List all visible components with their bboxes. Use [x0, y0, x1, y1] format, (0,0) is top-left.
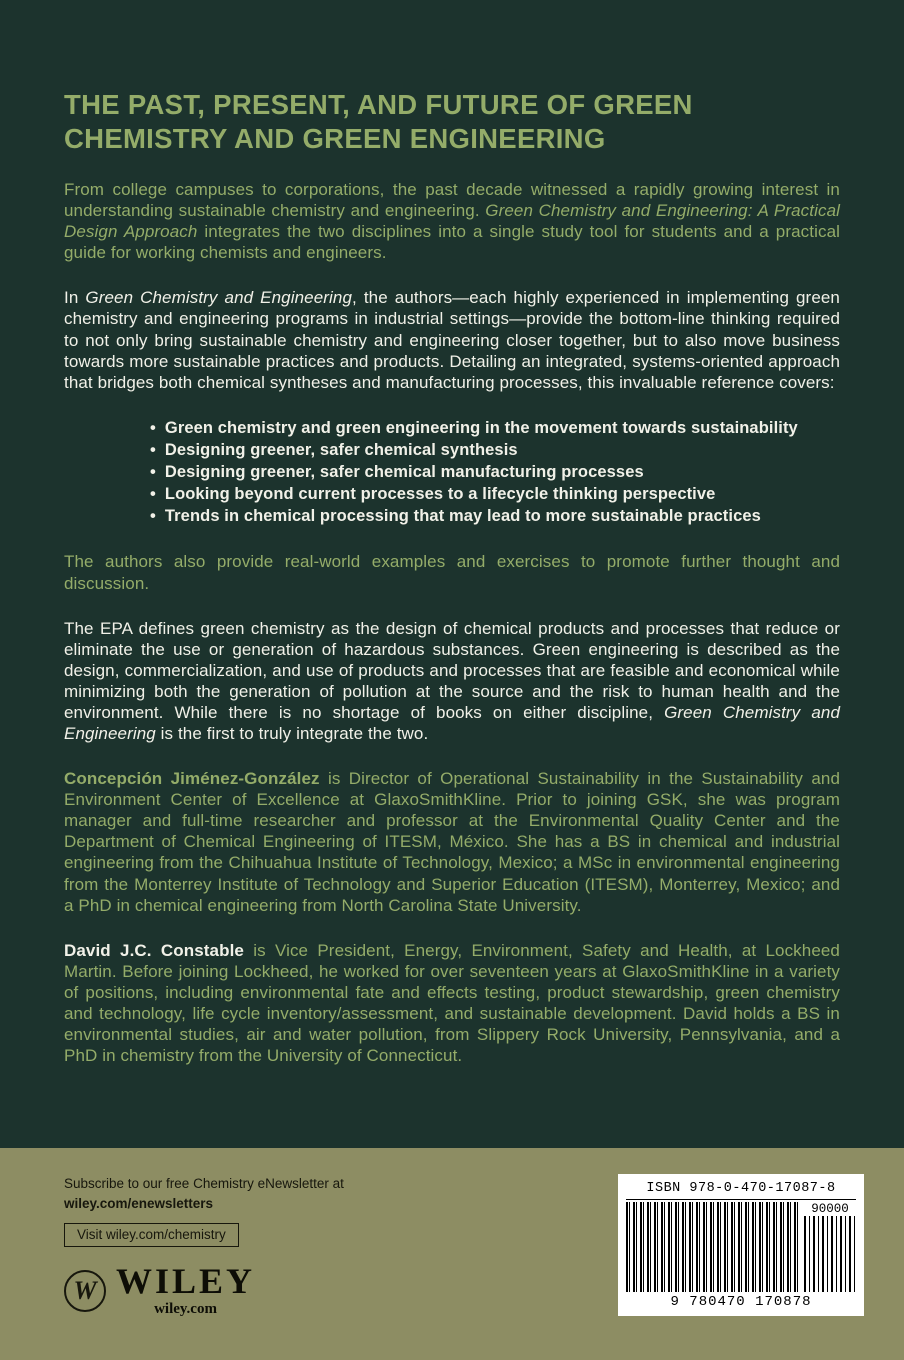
overview-text-2: , the authors—each highly experienced in implementing green chemistry and engineering programs in industrial settings—provide the bottom-line thinking required to not only bring sustainable chemistry and engineering closer together, but to also move business towards more sustainable practices and products. Detailing an integrated, systems-oriented approach that bridges both chemical syntheses and manufacturing processes, this invaluable reference covers:: [64, 288, 840, 392]
bullet-item-4: • Looking beyond current processes to a lifecycle thinking perspective: [150, 484, 840, 506]
epa-text-1: The EPA defines green chemistry as the design of chemical products and processes that reduce or eliminate the use or generation of hazardous substances. Green engineering is described as the design, commercialization, and use of products and processes that are feasible and economical while minimizing both the generation of pollution at the source and the risk to human health and the environment. While there is no shortage of books on either discipline,: [64, 618, 840, 722]
intro-text-1: From college campuses to corporations, the past decade witnessed a rapidly growing interest in understanding sustainable chemistry and engineering.: [64, 180, 840, 221]
cover-title: THE PAST, PRESENT, AND FUTURE OF GREEN CHEMISTRY AND GREEN ENGINEERING: [64, 89, 693, 154]
bullet-item-3: • Designing greener, safer chemical manufacturing processes: [150, 462, 840, 484]
isbn-divider: [626, 1199, 856, 1200]
summary-line: The authors also provide real-world examples and exercises to promote further thought and discussion.: [64, 552, 840, 593]
author-bio-2-text: is Vice President, Energy, Environment, Safety and Health, at Lockheed Martin. Before joining Lockheed, he worked for over seventeen years at GlaxoSmithKline in a variety of positions, including environmental fate and effects testing, product stewardship, green chemistry and technology, life cycle inventory/assessment, and sustainable development. David holds a BS in environmental studies, air and water pollution, from Slippery Rock University, Pennsylvania, and a PhD in chemistry from the University of Connecticut.: [64, 940, 840, 1066]
bullet-item-1: • Green chemistry and green engineering in the movement towards sustainability: [150, 418, 840, 440]
book-title-italic-3: Green Chemistry and Engineering: [64, 702, 841, 744]
barcode-addon-bars: [804, 1216, 856, 1292]
isbn-digits: 9 780470 170878: [626, 1292, 856, 1310]
intro-paragraph: [64, 179, 840, 263]
bullet-item-2: • Designing greener, safer chemical synthesis: [150, 440, 840, 462]
wiley-logo: [64, 1263, 344, 1318]
wiley-wordmark: WILEY: [116, 1261, 256, 1302]
feature-bullet-list: [150, 418, 840, 528]
author-bio-2: [64, 940, 840, 1066]
bullet-item-5: • Trends in chemical processing that may lead to more sustainable practices: [150, 506, 840, 528]
newsletter-url: wiley.com/enewsletters: [64, 1195, 214, 1211]
epa-paragraph: [64, 618, 840, 744]
author-bio-1: [64, 768, 840, 916]
isbn-number: ISBN 978-0-470-17087-8: [646, 1181, 836, 1196]
book-title-italic-1: Green Chemistry and Engineering: A Practical Design Approach: [64, 201, 841, 242]
barcode-row: [626, 1202, 856, 1292]
wiley-colophon-icon: [64, 1270, 106, 1312]
wiley-colophon-glyph: W: [73, 1275, 97, 1305]
wiley-url: wiley.com: [154, 1301, 217, 1318]
visit-chemistry-box: Visit wiley.com/chemistry: [64, 1223, 239, 1247]
author-bio-1-text: is Director of Operational Sustainability in the Sustainability and Environment Center of Excellence at GlaxoSmithKline. Prior to joining GSK, she was program manager and full-time researcher and professor at the Environmental Quality Center and the Department of Chemical Engineering of ITESM, México. She has a BS in chemical and industrial engineering from the Chihuahua Institute of Technology, Mexico; a MSc in environmental engineering from the Monterrey Institute of Technology and Superior Education (ITESM), Monterrey, Mexico; and a PhD in chemical engineering from North Carolina State University.: [64, 769, 840, 915]
author-name-2: David J.C. Constable: [64, 940, 244, 960]
price-code: 90000: [811, 1202, 849, 1216]
barcode-addon: [804, 1202, 856, 1292]
wiley-wordmark-block: [116, 1263, 255, 1318]
footer-band: [0, 1148, 904, 1360]
epa-text-2: is the first to truly integrate the two.: [155, 724, 429, 744]
newsletter-note: Subscribe to our free Chemistry eNewsletter at: [64, 1176, 344, 1191]
barcode-bars: [626, 1202, 798, 1292]
author-name-1: Concepción Jiménez-González: [64, 769, 320, 789]
footer-left-column: [64, 1174, 344, 1360]
book-title-italic-2: Green Chemistry and Engineering: [85, 288, 353, 308]
overview-paragraph: [64, 287, 840, 392]
intro-text-2: integrates the two disciplines into a single study tool for students and a practical guide for working chemists and engineers.: [64, 222, 840, 263]
overview-text-1: In: [64, 288, 86, 308]
barcode-panel: [618, 1174, 864, 1316]
